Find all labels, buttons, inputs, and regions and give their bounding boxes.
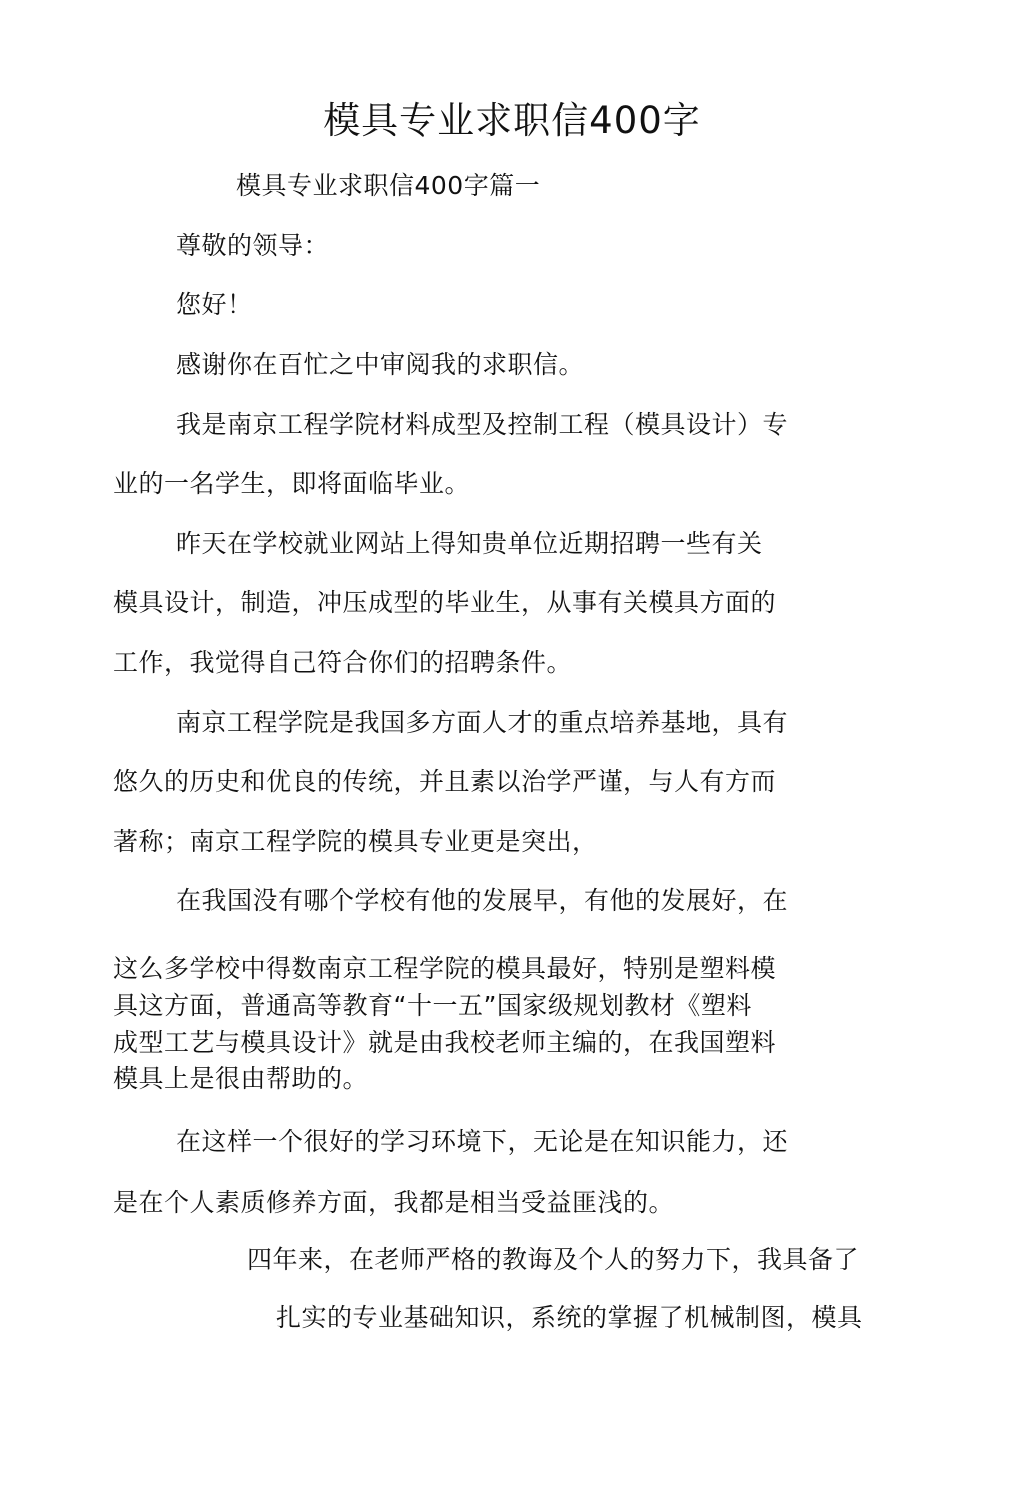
body-line: 模具设计，制造，冲压成型的毕业生，从事有关模具方面的 — [113, 588, 777, 617]
body-line: 工作，我觉得自己符合你们的招聘条件。 — [113, 648, 573, 677]
body-line: 南京工程学院是我国多方面人才的重点培养基地，具有 — [176, 708, 789, 737]
body-line: 著称；南京工程学院的模具专业更是突出， — [113, 827, 598, 856]
body-line: 具这方面，普通高等教育“十一五”国家级规划教材《塑料 — [113, 991, 752, 1020]
body-line: 在这样一个很好的学习环境下，无论是在知识能力，还 — [176, 1127, 789, 1156]
body-line: 在我国没有哪个学校有他的发展早，有他的发展好，在 — [176, 886, 789, 915]
body-line: 成型工艺与模具设计》就是由我校老师主编的，在我国塑料 — [113, 1028, 777, 1057]
body-line: 模具上是很由帮助的。 — [113, 1064, 369, 1093]
body-line: 感谢你在百忙之中审阅我的求职信。 — [176, 350, 585, 379]
body-line: 四年来，在老师严格的教诲及个人的努力下，我具备了 — [247, 1245, 860, 1274]
greeting: 您好！ — [176, 290, 253, 319]
body-line: 是在个人素质修养方面，我都是相当受益匪浅的。 — [113, 1188, 675, 1217]
body-line: 业的一名学生，即将面临毕业。 — [113, 469, 471, 498]
body-line: 我是南京工程学院材料成型及控制工程（模具设计）专 — [176, 410, 789, 439]
document-subtitle: 模具专业求职信400字篇一 — [236, 171, 541, 200]
body-line: 扎实的专业基础知识，系统的掌握了机械制图，模具 — [276, 1303, 863, 1332]
body-line: 昨天在学校就业网站上得知贵单位近期招聘一些有关 — [176, 529, 763, 558]
body-line: 悠久的历史和优良的传统，并且素以治学严谨，与人有方而 — [113, 767, 777, 796]
salutation: 尊敬的领导： — [176, 231, 330, 260]
body-line: 这么多学校中得数南京工程学院的模具最好，特别是塑料模 — [113, 954, 777, 983]
document-title: 模具专业求职信400字 — [323, 99, 701, 142]
